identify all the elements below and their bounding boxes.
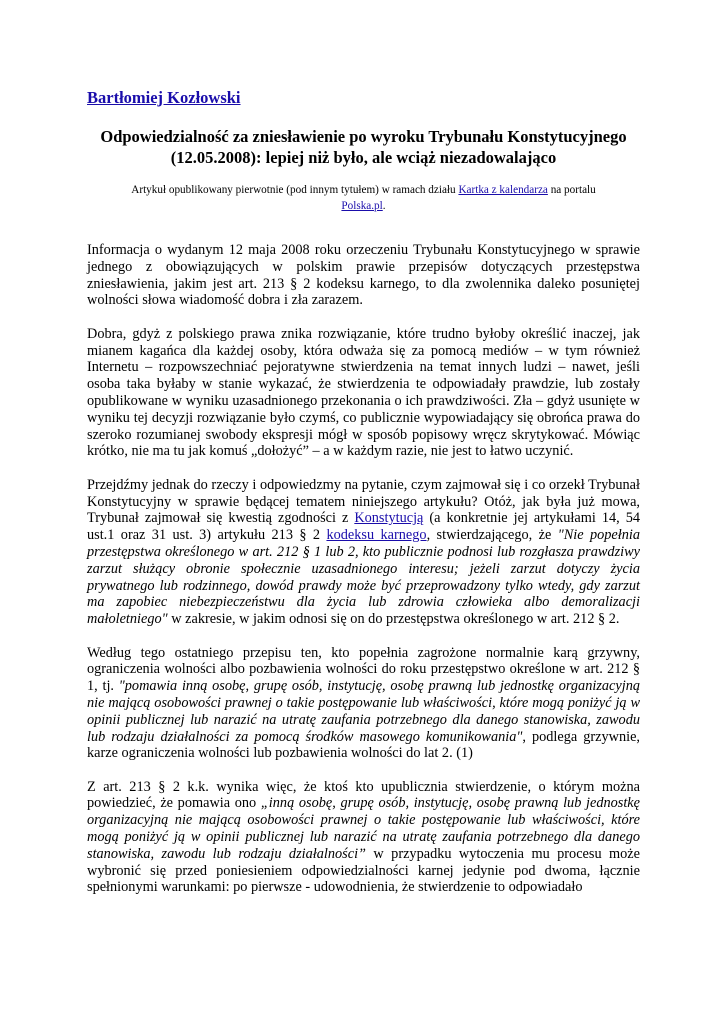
p4-text-2: , podlega grzywnie, karze ograniczenia wolności lub pozbawienia wolności do lat 2. (1) <box>87 728 641 762</box>
note-text-after: . <box>382 199 386 212</box>
paragraph-5 <box>87 779 640 897</box>
article-body <box>87 242 640 913</box>
p3-quote: "Nie popełnia przestępstwa określonego w art. 212 § 1 lub 2, kto publicznie podnosi lub rozgłasza prawdziwy zarzut służący obronie społecznie uzasadnionego interesu; jeżeli zarzut dotyczy życia prywatnego lub rodzinnego, dowód prawdy może być przeprowadzony tylko wtedy, gdy zarzut ma zapobiec niebezpieczeństwu dla życia lub zdrowia człowieka albo demoralizacji małoletniego" <box>87 527 641 628</box>
p3-text-2: (a konkretnie jej artykułami 14, 54 ust.1 oraz 31 ust. 3) artykułu 213 § 2 <box>87 510 640 544</box>
publication-note <box>87 183 640 214</box>
kartka-z-kalendarza-link[interactable]: Kartka z kalendarza <box>458 184 548 196</box>
p5-quote: „inną osobę, grupę osób, instytucję, osobę prawną lub jednostkę organizacyjną nie mającą osobowości prawnej o takie postępowanie lub właściwości, które mogą poniżyć ją w opinii publicznej lub narazić na utratę zaufania potrzebnego dla danego stanowiska, zawodu lub rodzaju działalności” <box>87 795 640 862</box>
kodeks-karny-link[interactable]: kodeksu karnego <box>326 527 427 544</box>
konstytucja-link[interactable]: Konstytucją <box>354 510 424 527</box>
p3-text-4: w zakresie, w jakim odnosi się on do przestępstwa określonego w art. 212 § 2. <box>167 611 620 628</box>
paragraph-4 <box>87 645 640 763</box>
p4-quote: "pomawia inną osobę, grupę osób, instytucję, osobę prawną lub jednostkę organizacyjną nie mającą osobowości prawnej o takie postępowanie lub właściwości, które mogą poniżyć ją w opinii publicznej lub narazić na utratę zaufania potrzebnego dla danego stanowiska, zawodu lub rodzaju działalności za pomocą środków masowego komunikowania" <box>87 678 640 745</box>
note-text-middle: na portalu <box>547 184 596 196</box>
paragraph-3 <box>87 477 640 628</box>
polska-pl-link[interactable]: Polska.pl <box>341 199 383 212</box>
paragraph-2: Dobra, gdyż z polskiego prawa znika rozwiązanie, które trudno byłoby określić inaczej, jak mianem kagańca dla każdej osoby, która odważa się za pomocą mediów – w tym również Internetu – rozpowszechniać pejoratywne stwierdzenia na temat innych ludzi – nawet, jeśli osoba taka byłaby w stanie wykazać, że stwierdzenia te odpowiadały prawdzie, lub zostały opublikowane w wyniku uzasadnionego przekonania o ich prawdziwości. Zła – gdyż usunięte w wyniku tej decyzji rozwiązanie było czymś, co publicznie wypowiadający się obrońca prawa do szeroko rozumianej swobody ekspresji mógł w sposób popisowy wręcz skrytykować. Mówiąc krótko, nie ma tu jak komuś „dołożyć” – a w każdym razie, nie jest to łatwo uczynić. <box>87 325 640 460</box>
title-line-1: Odpowiedzialność za zniesławienie po wyroku Trybunału Konstytucyjnego <box>100 127 627 146</box>
title-line-2: (12.05.2008): lepiej niż było, ale wciąż niezadowalająco <box>170 148 557 167</box>
author-link[interactable]: Bartłomiej Kozłowski <box>87 88 241 107</box>
p4-text-1: Według tego ostatniego przepisu ten, kto popełnia zagrożone normalnie karą grzywny, ograniczenia wolności albo pozbawienia wolności do roku przestępstwo określone w art. 212 § 1, tj. <box>87 644 640 695</box>
note-text-before: Artykuł opublikowany pierwotnie (pod innym tytułem) w ramach działu <box>131 184 459 196</box>
p3-text-3: , stwierdzającego, że <box>426 527 558 544</box>
paragraph-1: Informacja o wydanym 12 maja 2008 roku orzeczeniu Trybunału Konstytucyjnego w sprawie jednego z obowiązujących w polskim prawie przepisów dotyczących przestępstwa zniesławienia, jakim jest art. 213 § 2 kodeksu karnego, to dla zwolennika daleko posuniętej wolności słowa wiadomość dobra i zła zarazem. <box>87 242 640 309</box>
p5-text-1: Z art. 213 § 2 k.k. wynika więc, że ktoś kto upublicznia stwierdzenie, o którym można powiedzieć, że pomawia ono <box>87 778 640 812</box>
p3-text-1: Przejdźmy jednak do rzeczy i odpowiedzmy na pytanie, czym zajmował się i co orzekł Trybunał Konstytucyjny w sprawie będącej tematem niniejszego artykułu? Otóż, jak była już mowa, Trybunał zajmował się kwestią zgodności z <box>87 476 640 527</box>
article-title <box>87 126 640 168</box>
p5-text-2: w przypadku wytoczenia mu procesu może wybronić się przed poniesieniem odpowiedzialności karnej jedynie pod dwoma, łącznie spełnionymi warunkami: po pierwsze - udowodnienia, że stwierdzenie to odpowiadało <box>87 845 640 896</box>
